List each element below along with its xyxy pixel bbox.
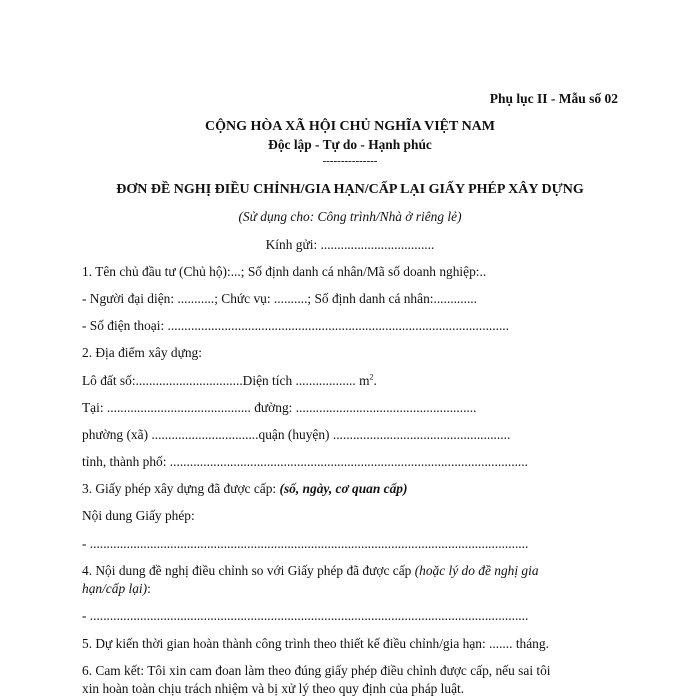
lot-area-end: . [373, 373, 377, 388]
address-line: Tại: ........................................... đường: ...................................................... [82, 400, 477, 415]
appendix-label: Phụ lục II - Mẫu số 02 [489, 91, 618, 106]
adjustment-heading-text: 4. Nội dung đề nghị điều chỉnh so với Giấy phép đã được cấp [82, 563, 415, 578]
permit-heading-text: 3. Giấy phép xây dựng đã được cấp: [82, 481, 280, 496]
document-subtitle: (Sử dụng cho: Công trình/Nhà ở riêng lẻ) [238, 209, 462, 224]
ward-district-line: phường (xã) ................................quận (huyện) ..................................................... [82, 427, 511, 442]
motto-underline: --------------- [322, 155, 378, 167]
adjustment-heading-cont [82, 580, 151, 598]
phone-line: - Số điện thoại: ...................................................................................................... [82, 318, 510, 333]
province-line: tỉnh, thành phố: ........................................................................................................... [82, 454, 528, 469]
lot-area-text: Lô đất số:................................Diện tích .................. m [82, 373, 370, 388]
adjustment-heading [82, 562, 539, 580]
adjustment-heading-colon: : [147, 581, 151, 596]
adjustment-dots: - ................................................................................................................................... [82, 608, 529, 623]
lot-area-line [82, 372, 377, 390]
completion-time-line: 5. Dự kiến thời gian hoàn thành công trình theo thiết kế điều chỉnh/gia hạn: ....... tháng. [82, 636, 549, 651]
owner-line: 1. Tên chủ đầu tư (Chủ hộ):...; Số định danh cá nhân/Mã số doanh nghiệp:.. [82, 264, 487, 279]
permit-heading [82, 480, 407, 498]
permit-content-label: Nội dung Giấy phép: [82, 508, 195, 523]
commitment-line-1: 6. Cam kết: Tôi xin cam đoan làm theo đúng giấy phép điều chỉnh được cấp, nếu sai tôi [82, 663, 551, 678]
adjustment-heading-note: (hoặc lý do đề nghị gia [414, 563, 539, 578]
document-title: ĐƠN ĐỀ NGHỊ ĐIỀU CHỈNH/GIA HẠN/CẤP LẠI GIẤY PHÉP XÂY DỰNG [116, 182, 584, 197]
permit-heading-note: (số, ngày, cơ quan cấp) [279, 481, 408, 496]
square-superscript: 2 [369, 372, 374, 382]
representative-line: - Người đại diện: ...........; Chức vụ: ..........; Số định danh cá nhân:............. [82, 291, 478, 306]
adjustment-heading-note-cont: hạn/cấp lại) [82, 581, 148, 596]
location-heading: 2. Địa điểm xây dựng: [82, 345, 202, 360]
permit-content-dots: - ................................................................................................................................... [82, 536, 529, 551]
national-motto: Độc lập - Tự do - Hạnh phúc [268, 137, 432, 152]
country-name: CỘNG HÒA XÃ HỘI CHỦ NGHĨA VIỆT NAM [204, 119, 495, 134]
addressee: Kính gửi: .................................. [265, 237, 435, 252]
commitment-line-2: xin hoàn toàn chịu trách nhiệm và bị xử lý theo quy định của pháp luật. [82, 681, 465, 696]
